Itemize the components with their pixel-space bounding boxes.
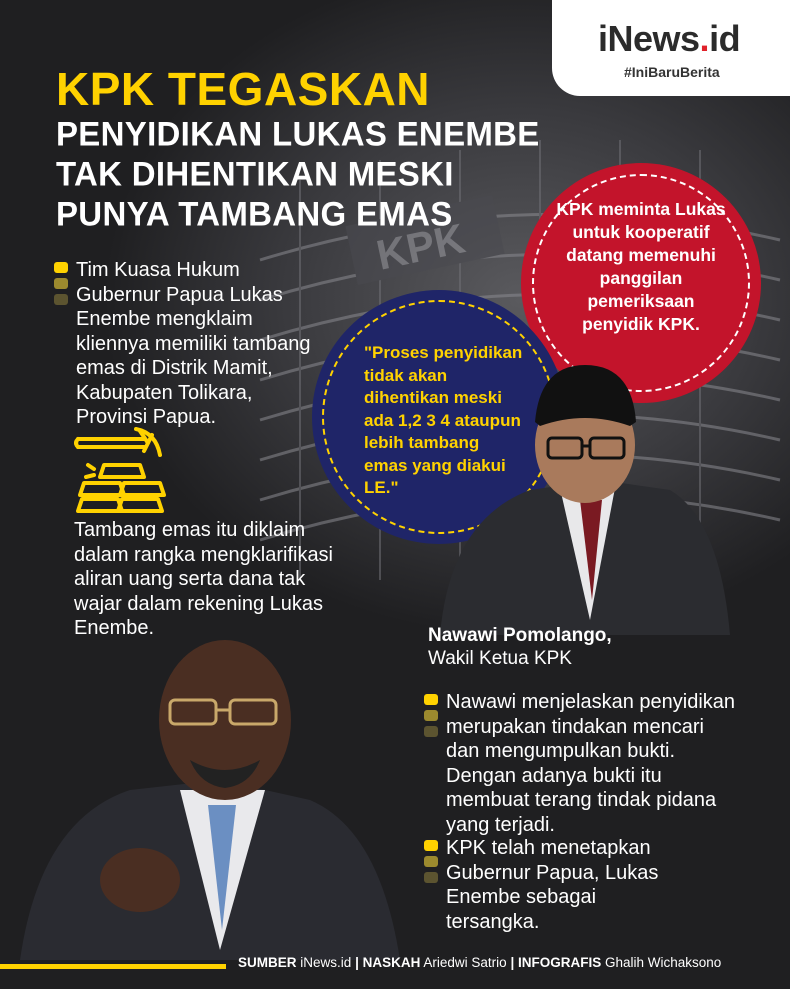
left-bullet-text-1: Tim Kuasa Hukum Gubernur Papua Lukas Enembe mengklaim kliennya memiliki tambang emas di Distrik Mamit, Kabupaten Tolikara, Provinsi Papua. xyxy=(76,259,311,428)
title-line-2: PENYIDIKAN LUKAS ENEMBE xyxy=(56,114,540,153)
footer-credits: SUMBER iNews.id | NASKAH Ariedwi Satrio | INFOGRAFIS Ghalih Wichaksono xyxy=(238,955,722,970)
title-line-3: TAK DIHENTIKAN MESKI xyxy=(56,154,454,193)
title-highlight: KPK TEGASKAN xyxy=(56,63,431,115)
right-bullet-text-1: Nawawi menjelaskan penyidikan merupakan tindakan mencari dan mengumpulkan bukti. Dengan adanya bukti itu membuat terang tindak pidana yang terjadi. xyxy=(446,691,736,836)
nawawi-photo xyxy=(440,360,730,635)
building-sign-text: KPK xyxy=(372,214,469,279)
gold-mining-icon xyxy=(74,425,174,515)
title-line-4: PUNYA TAMBANG EMAS xyxy=(56,194,453,233)
person-name: Nawawi Pomolango, xyxy=(428,625,612,646)
red-circle-text: KPK meminta Lukas untuk kooperatif datang memenuhi panggilan pemeriksaan penyidik KPK. xyxy=(556,199,726,334)
logo-tagline: #IniBaruBerita xyxy=(624,64,720,80)
left-paragraph-2: Tambang emas itu diklaim dalam rangka mengklarifikasi aliran uang serta dana tak wajar dalam rekening Lukas Enembe. xyxy=(74,519,334,639)
brand-logo xyxy=(552,0,790,96)
person-role: Wakil Ketua KPK xyxy=(428,648,572,669)
lukas-enembe-photo xyxy=(20,630,400,960)
footer-accent-bar xyxy=(0,964,226,969)
quote-text: "Proses penyidikan tidak akan dihentikan meski ada 1,2 3 4 ataupun lebih tambang emas yang diakui LE." xyxy=(364,343,523,497)
right-bullet-text-2: KPK telah menetapkan Gubernur Papua, Lukas Enembe sebagai tersangka. xyxy=(446,837,659,933)
bullet-dots-icon xyxy=(424,694,438,742)
bullet-dots-icon xyxy=(424,840,438,888)
bullet-dots-icon xyxy=(54,262,68,310)
logo-text: iNews.id xyxy=(598,18,741,59)
